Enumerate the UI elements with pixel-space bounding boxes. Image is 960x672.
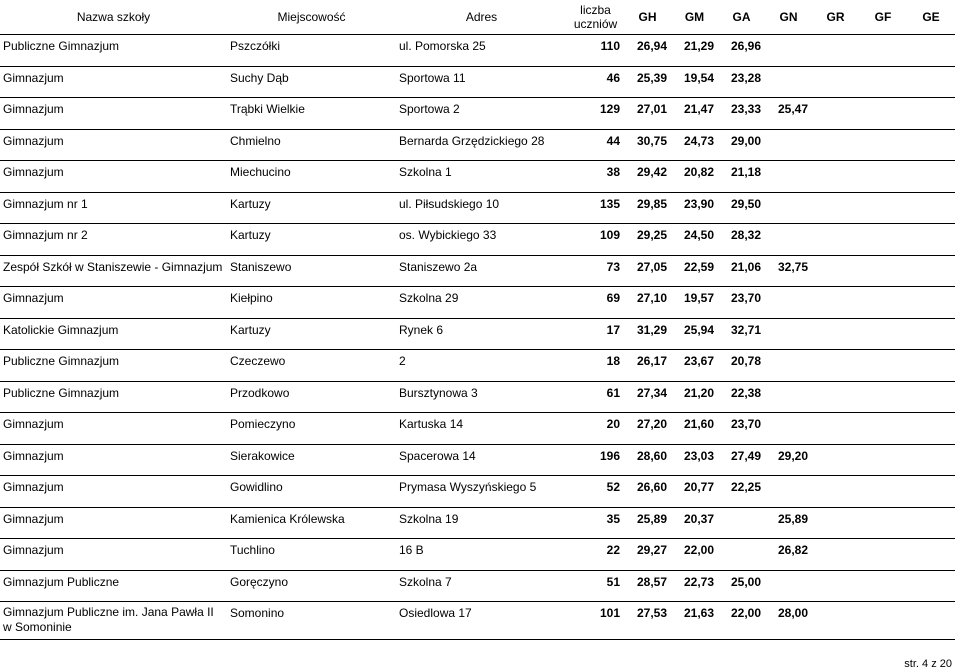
header-gr: GR [826, 10, 845, 24]
header-gf: GF [874, 10, 892, 24]
cell-address: ul. Piłsudskiego 10 [396, 192, 567, 224]
table-row [0, 602, 955, 640]
cell-ga: 25,00 [718, 570, 765, 602]
cell-gr [812, 381, 859, 413]
cell-gf [859, 318, 907, 350]
cell-gf [859, 476, 907, 508]
cell-address: Prymasa Wyszyńskiego 5 [396, 476, 567, 508]
cell-gr [812, 413, 859, 445]
cell-town: Gowidlino [227, 476, 396, 508]
cell-gr [812, 255, 859, 287]
cell-gf [859, 570, 907, 602]
cell-students: 101 [567, 602, 624, 640]
cell-address: ul. Pomorska 25 [396, 35, 567, 67]
cell-gf [859, 507, 907, 539]
cell-gm: 23,03 [671, 444, 718, 476]
cell-address: Bursztynowa 3 [396, 381, 567, 413]
cell-school: Gimnazjum [0, 66, 227, 98]
cell-gr [812, 476, 859, 508]
cell-school: Gimnazjum [0, 507, 227, 539]
cell-students: 20 [567, 413, 624, 445]
cell-gh: 25,89 [624, 507, 671, 539]
cell-school: Gimnazjum [0, 413, 227, 445]
cell-town: Miechucino [227, 161, 396, 193]
cell-gr [812, 161, 859, 193]
cell-ga: 21,18 [718, 161, 765, 193]
cell-gr [812, 129, 859, 161]
cell-ge [907, 444, 955, 476]
header-ge: GE [922, 10, 940, 24]
cell-ge [907, 66, 955, 98]
cell-gr [812, 35, 859, 67]
cell-address: os. Wybickiego 33 [396, 224, 567, 256]
cell-school: Gimnazjum [0, 98, 227, 130]
table-row [0, 129, 955, 161]
cell-ge [907, 381, 955, 413]
cell-town: Pszczółki [227, 35, 396, 67]
cell-gr [812, 287, 859, 319]
cell-gh: 28,57 [624, 570, 671, 602]
cell-gh: 27,01 [624, 98, 671, 130]
cell-gm: 21,60 [671, 413, 718, 445]
cell-gn: 26,82 [765, 539, 812, 571]
cell-gh: 25,39 [624, 66, 671, 98]
cell-school: Publiczne Gimnazjum [0, 381, 227, 413]
cell-gm: 19,57 [671, 287, 718, 319]
cell-address: Osiedlowa 17 [396, 602, 567, 640]
cell-gn: 32,75 [765, 255, 812, 287]
cell-gn [765, 476, 812, 508]
header-gn: GN [779, 10, 798, 24]
table-row [0, 318, 955, 350]
cell-ge [907, 318, 955, 350]
cell-gn [765, 161, 812, 193]
cell-students: 109 [567, 224, 624, 256]
cell-ge [907, 129, 955, 161]
cell-address: Sportowa 2 [396, 98, 567, 130]
cell-ga [718, 507, 765, 539]
cell-gh: 26,17 [624, 350, 671, 382]
cell-gr [812, 224, 859, 256]
cell-gh: 26,94 [624, 35, 671, 67]
cell-gf [859, 161, 907, 193]
cell-ge [907, 413, 955, 445]
cell-gr [812, 507, 859, 539]
cell-school: Gimnazjum nr 2 [0, 224, 227, 256]
cell-town: Kiełpino [227, 287, 396, 319]
cell-gn: 25,47 [765, 98, 812, 130]
cell-school: Gimnazjum Publiczne [0, 570, 227, 602]
cell-students: 46 [567, 66, 624, 98]
cell-gm: 23,90 [671, 192, 718, 224]
header-gm: GM [684, 10, 705, 24]
cell-ga: 28,32 [718, 224, 765, 256]
cell-gn [765, 224, 812, 256]
cell-gm: 22,00 [671, 539, 718, 571]
cell-gf [859, 98, 907, 130]
table-row [0, 287, 955, 319]
cell-ga: 22,25 [718, 476, 765, 508]
header-students-line2: uczniów [573, 17, 618, 31]
cell-gh: 27,05 [624, 255, 671, 287]
cell-ge [907, 255, 955, 287]
cell-gf [859, 192, 907, 224]
cell-gr [812, 66, 859, 98]
cell-ge [907, 161, 955, 193]
cell-school: Gimnazjum [0, 161, 227, 193]
cell-ge [907, 287, 955, 319]
cell-gr [812, 602, 859, 640]
cell-gh: 27,53 [624, 602, 671, 640]
table-row [0, 476, 955, 508]
cell-students: 73 [567, 255, 624, 287]
cell-ge [907, 224, 955, 256]
cell-gn [765, 413, 812, 445]
table-row [0, 161, 955, 193]
cell-gn: 29,20 [765, 444, 812, 476]
cell-ga: 23,70 [718, 413, 765, 445]
table-row [0, 255, 955, 287]
page-number: str. 4 z 20 [904, 658, 952, 670]
cell-gm: 24,73 [671, 129, 718, 161]
cell-gh: 27,20 [624, 413, 671, 445]
cell-gm: 21,47 [671, 98, 718, 130]
table-row [0, 350, 955, 382]
cell-ga [718, 539, 765, 571]
cell-gh: 29,25 [624, 224, 671, 256]
cell-students: 35 [567, 507, 624, 539]
cell-gf [859, 602, 907, 640]
cell-address: Szkolna 29 [396, 287, 567, 319]
cell-gh: 29,42 [624, 161, 671, 193]
cell-gm: 24,50 [671, 224, 718, 256]
cell-gh: 26,60 [624, 476, 671, 508]
table-row [0, 66, 955, 98]
cell-gf [859, 444, 907, 476]
cell-gn [765, 350, 812, 382]
cell-gm: 21,20 [671, 381, 718, 413]
cell-address: Rynek 6 [396, 318, 567, 350]
cell-ge [907, 192, 955, 224]
cell-gn [765, 381, 812, 413]
cell-gf [859, 287, 907, 319]
cell-ge [907, 350, 955, 382]
cell-ga: 22,38 [718, 381, 765, 413]
cell-town: Kartuzy [227, 318, 396, 350]
header-school: Nazwa szkoły [76, 10, 151, 24]
cell-address: Spacerowa 14 [396, 444, 567, 476]
cell-gh: 28,60 [624, 444, 671, 476]
cell-town: Czeczewo [227, 350, 396, 382]
cell-gn: 28,00 [765, 602, 812, 640]
header-students-line1: liczba [580, 3, 611, 17]
cell-students: 22 [567, 539, 624, 571]
cell-gn [765, 35, 812, 67]
cell-ga: 32,71 [718, 318, 765, 350]
cell-students: 61 [567, 381, 624, 413]
cell-students: 51 [567, 570, 624, 602]
cell-ga: 29,50 [718, 192, 765, 224]
table-row [0, 192, 955, 224]
cell-ga: 22,00 [718, 602, 765, 640]
cell-gn [765, 318, 812, 350]
cell-school: Zespół Szkół w Staniszewie - Gimnazjum [0, 255, 227, 287]
cell-gr [812, 318, 859, 350]
cell-gr [812, 98, 859, 130]
cell-gm: 25,94 [671, 318, 718, 350]
cell-gm: 20,37 [671, 507, 718, 539]
cell-town: Tuchlino [227, 539, 396, 571]
cell-gh: 31,29 [624, 318, 671, 350]
cell-gf [859, 35, 907, 67]
cell-town: Kartuzy [227, 192, 396, 224]
cell-ga: 23,33 [718, 98, 765, 130]
cell-school: Publiczne Gimnazjum [0, 35, 227, 67]
cell-students: 44 [567, 129, 624, 161]
cell-school: Gimnazjum [0, 129, 227, 161]
cell-gf [859, 539, 907, 571]
cell-gr [812, 570, 859, 602]
cell-gr [812, 192, 859, 224]
cell-ge [907, 602, 955, 640]
cell-town: Trąbki Wielkie [227, 98, 396, 130]
cell-gh: 30,75 [624, 129, 671, 161]
cell-gn [765, 287, 812, 319]
cell-gm: 23,67 [671, 350, 718, 382]
cell-gr [812, 350, 859, 382]
cell-ga: 21,06 [718, 255, 765, 287]
table-row [0, 224, 955, 256]
cell-gf [859, 224, 907, 256]
cell-ga: 26,96 [718, 35, 765, 67]
cell-school: Gimnazjum [0, 539, 227, 571]
cell-gm: 20,82 [671, 161, 718, 193]
cell-address: Szkolna 1 [396, 161, 567, 193]
cell-gm: 20,77 [671, 476, 718, 508]
cell-school: Gimnazjum [0, 444, 227, 476]
table-row [0, 381, 955, 413]
cell-ga: 23,70 [718, 287, 765, 319]
cell-gh: 27,34 [624, 381, 671, 413]
header-address: Adres [465, 10, 498, 24]
cell-gn [765, 129, 812, 161]
cell-gh: 27,10 [624, 287, 671, 319]
table-row [0, 35, 955, 67]
cell-address: Bernarda Grzędzickiego 28 [396, 129, 567, 161]
table-row [0, 444, 955, 476]
cell-gf [859, 350, 907, 382]
cell-town: Kartuzy [227, 224, 396, 256]
cell-ga: 20,78 [718, 350, 765, 382]
cell-address: 2 [396, 350, 567, 382]
header-ga: GA [732, 10, 751, 24]
cell-students: 110 [567, 35, 624, 67]
cell-school: Gimnazjum [0, 476, 227, 508]
cell-gn [765, 570, 812, 602]
cell-school: Gimnazjum [0, 287, 227, 319]
cell-gh: 29,85 [624, 192, 671, 224]
cell-gn [765, 66, 812, 98]
cell-ge [907, 539, 955, 571]
cell-gh: 29,27 [624, 539, 671, 571]
header-gh: GH [638, 10, 657, 24]
cell-town: Kamienica Królewska [227, 507, 396, 539]
cell-gf [859, 129, 907, 161]
cell-students: 38 [567, 161, 624, 193]
cell-gr [812, 539, 859, 571]
cell-ge [907, 507, 955, 539]
cell-gf [859, 381, 907, 413]
cell-ga: 27,49 [718, 444, 765, 476]
cell-gm: 19,54 [671, 66, 718, 98]
cell-ge [907, 570, 955, 602]
cell-address: Szkolna 7 [396, 570, 567, 602]
cell-students: 52 [567, 476, 624, 508]
cell-gf [859, 66, 907, 98]
cell-town: Sierakowice [227, 444, 396, 476]
cell-town: Przodkowo [227, 381, 396, 413]
cell-ge [907, 98, 955, 130]
cell-address: Kartuska 14 [396, 413, 567, 445]
table-row [0, 539, 955, 571]
cell-ge [907, 35, 955, 67]
cell-school: Publiczne Gimnazjum [0, 350, 227, 382]
table-row [0, 570, 955, 602]
cell-students: 129 [567, 98, 624, 130]
cell-town: Staniszewo [227, 255, 396, 287]
cell-gm: 21,63 [671, 602, 718, 640]
cell-school: Gimnazjum nr 1 [0, 192, 227, 224]
cell-gn: 25,89 [765, 507, 812, 539]
cell-students: 18 [567, 350, 624, 382]
cell-town: Somonino [227, 602, 396, 640]
cell-school: Katolickie Gimnazjum [0, 318, 227, 350]
cell-ga: 23,28 [718, 66, 765, 98]
cell-town: Suchy Dąb [227, 66, 396, 98]
cell-address: Szkolna 19 [396, 507, 567, 539]
table-row [0, 507, 955, 539]
header-town: Miejscowość [277, 10, 346, 24]
cell-students: 17 [567, 318, 624, 350]
header-students [567, 0, 624, 35]
cell-students: 135 [567, 192, 624, 224]
cell-address: Sportowa 11 [396, 66, 567, 98]
cell-gm: 21,29 [671, 35, 718, 67]
cell-gn [765, 192, 812, 224]
cell-gm: 22,59 [671, 255, 718, 287]
cell-address: 16 B [396, 539, 567, 571]
cell-gm: 22,73 [671, 570, 718, 602]
cell-ga: 29,00 [718, 129, 765, 161]
cell-students: 196 [567, 444, 624, 476]
cell-gf [859, 255, 907, 287]
cell-gf [859, 413, 907, 445]
cell-town: Goręczyno [227, 570, 396, 602]
table-row [0, 413, 955, 445]
cell-address: Staniszewo 2a [396, 255, 567, 287]
cell-school: Gimnazjum Publiczne im. Jana Pawła II w Somoninie [0, 602, 227, 640]
cell-town: Chmielno [227, 129, 396, 161]
cell-town: Pomieczyno [227, 413, 396, 445]
table-row [0, 98, 955, 130]
cell-ge [907, 476, 955, 508]
cell-students: 69 [567, 287, 624, 319]
header-row [0, 0, 955, 35]
cell-gr [812, 444, 859, 476]
